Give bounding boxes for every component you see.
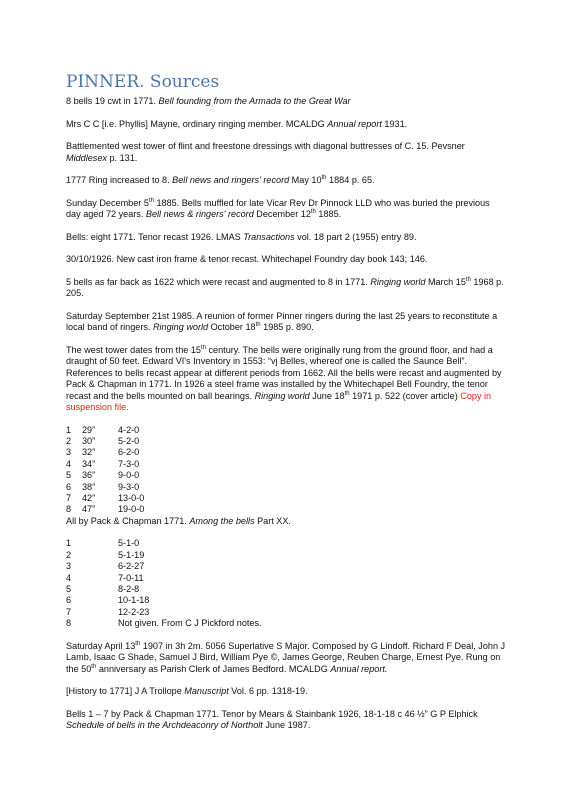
source-paragraph-2: Mrs C C [i.e. Phyllis] Mayne, ordinary ringing member. MCALDG Annual report 1931. xyxy=(66,118,408,129)
source-paragraph-9: Saturday September 21st 1985. A reunion of former Pinner ringers during the last 25 years to reconstitute a local band of ringers. Ringing world October 18th 1985 p. 890. xyxy=(66,310,498,333)
source-paragraph-3: Battlemented west tower of flint and freestone dressings with diagonal buttresses of C. 15. Pevsner Middlesex p. 131. xyxy=(66,141,465,163)
table-row: 1 29” 4-2-0 xyxy=(66,424,140,435)
source-paragraph-14: Bells 1 – 7 by Pack & Chapman 1771. Tenor by Mears & Stainbank 1926, 18-1-18 c 46 ½” G P Elphick Schedule of bells in the Archdeaconry of Northolt June 1987. xyxy=(66,708,478,731)
source-paragraph-11: All by Pack & Chapman 1771. Among the bells Part XX. xyxy=(66,515,291,526)
table-row: 6 38” 9-3-0 xyxy=(66,481,140,492)
table-row: 2 30” 5-2-0 xyxy=(66,436,140,446)
table-row: 3 6-2-27 xyxy=(66,561,145,572)
source-paragraph-12: Saturday April 13th 1907 in 3h 2m. 5056 Superlative S Major. Composed by G Lindoff. Richard F Deal, John J Lamb, Isaac G Shade, Samuel J Bird, William Pye ©, James George, Reuben Charge, Ernest Pye. Rung on the 50th anniversary as Parish Clerk of James Bedford. MCALDG Annual report. xyxy=(66,640,506,674)
source-paragraph-5: Sunday December 5th 1885. Bells muffled for late Vicar Rev Dr Pinnock LLD who was buried the previous day aged 72 years. Bell news & ringers' record December 12th 1885. xyxy=(66,197,490,220)
bell-dimensions-table xyxy=(66,425,144,516)
table-row: 5 36” 9-0-0 xyxy=(66,470,140,481)
page-title: PINNER. Sources xyxy=(66,72,220,92)
table-spacer xyxy=(66,630,506,641)
source-paragraph-4: 1777 Ring increased to 8. Bell news and ringers' record May 10th 1884 p. 65. xyxy=(66,175,375,186)
table-row: 8 47” 19-0-0 xyxy=(66,504,145,515)
source-paragraph-7: 30/10/1926. New cast iron frame & tenor recast. Whitechapel Foundry day book 143; 146. xyxy=(66,254,428,265)
table-row: 2 5-1-19 xyxy=(66,549,145,560)
table-row: 4 34” 7-3-0 xyxy=(66,458,140,469)
table-row: 3 32” 6-2-0 xyxy=(66,447,140,458)
table-row: 7 12-2-23 xyxy=(66,606,150,617)
table-row: 1 5-1-0 xyxy=(66,538,140,549)
table-row: 5 8-2-8 xyxy=(66,584,140,595)
table-row: 4 7-0-11 xyxy=(66,572,144,583)
table-row: 8 Not given. From C J Pickford notes. xyxy=(66,618,262,629)
source-paragraph-10: The west tower dates from the 15th century. The bells were originally rung from the ground floor, and had a draught of 50 feet. Edward VI's Inventory in 1553: “vj Belles, whereof one is called the Saunce Bell”. References to bells recast appear at different periods from 1662. All the bells were recast and augmented by Pack & Chapman in 1771. In 1926 a steel frame was installed by the Whitechapel Bell Foundry, the tenor recast and the bells mounted on ball bearings. Ringing world June 18th 1971 p. 522 (cover article) Copy in suspension file. xyxy=(66,344,502,412)
source-paragraph-6: Bells: eight 1771. Tenor recast 1926. LMAS Transactions vol. 18 part 2 (1955) entry 89. xyxy=(66,231,417,242)
table-row: 6 10-1-18 xyxy=(66,595,150,606)
source-paragraph-8: 5 bells as far back as 1622 which were recast and augmented to 8 in 1771. Ringing world March 15th 1968 p. 205. xyxy=(66,276,504,299)
bell-weights-table xyxy=(66,538,262,629)
source-paragraph-1: 8 bells 19 cwt in 1771. Bell founding from the Armada to the Great War xyxy=(66,96,351,106)
source-paragraph-13: [History to 1771] J A Trollope Manuscript Vol. 6 pp. 1318-19. xyxy=(66,686,308,697)
document-body xyxy=(66,96,506,732)
table-row: 7 42” 13-0-0 xyxy=(66,493,145,504)
suspension-file-note: Copy in suspension file. xyxy=(66,390,492,412)
